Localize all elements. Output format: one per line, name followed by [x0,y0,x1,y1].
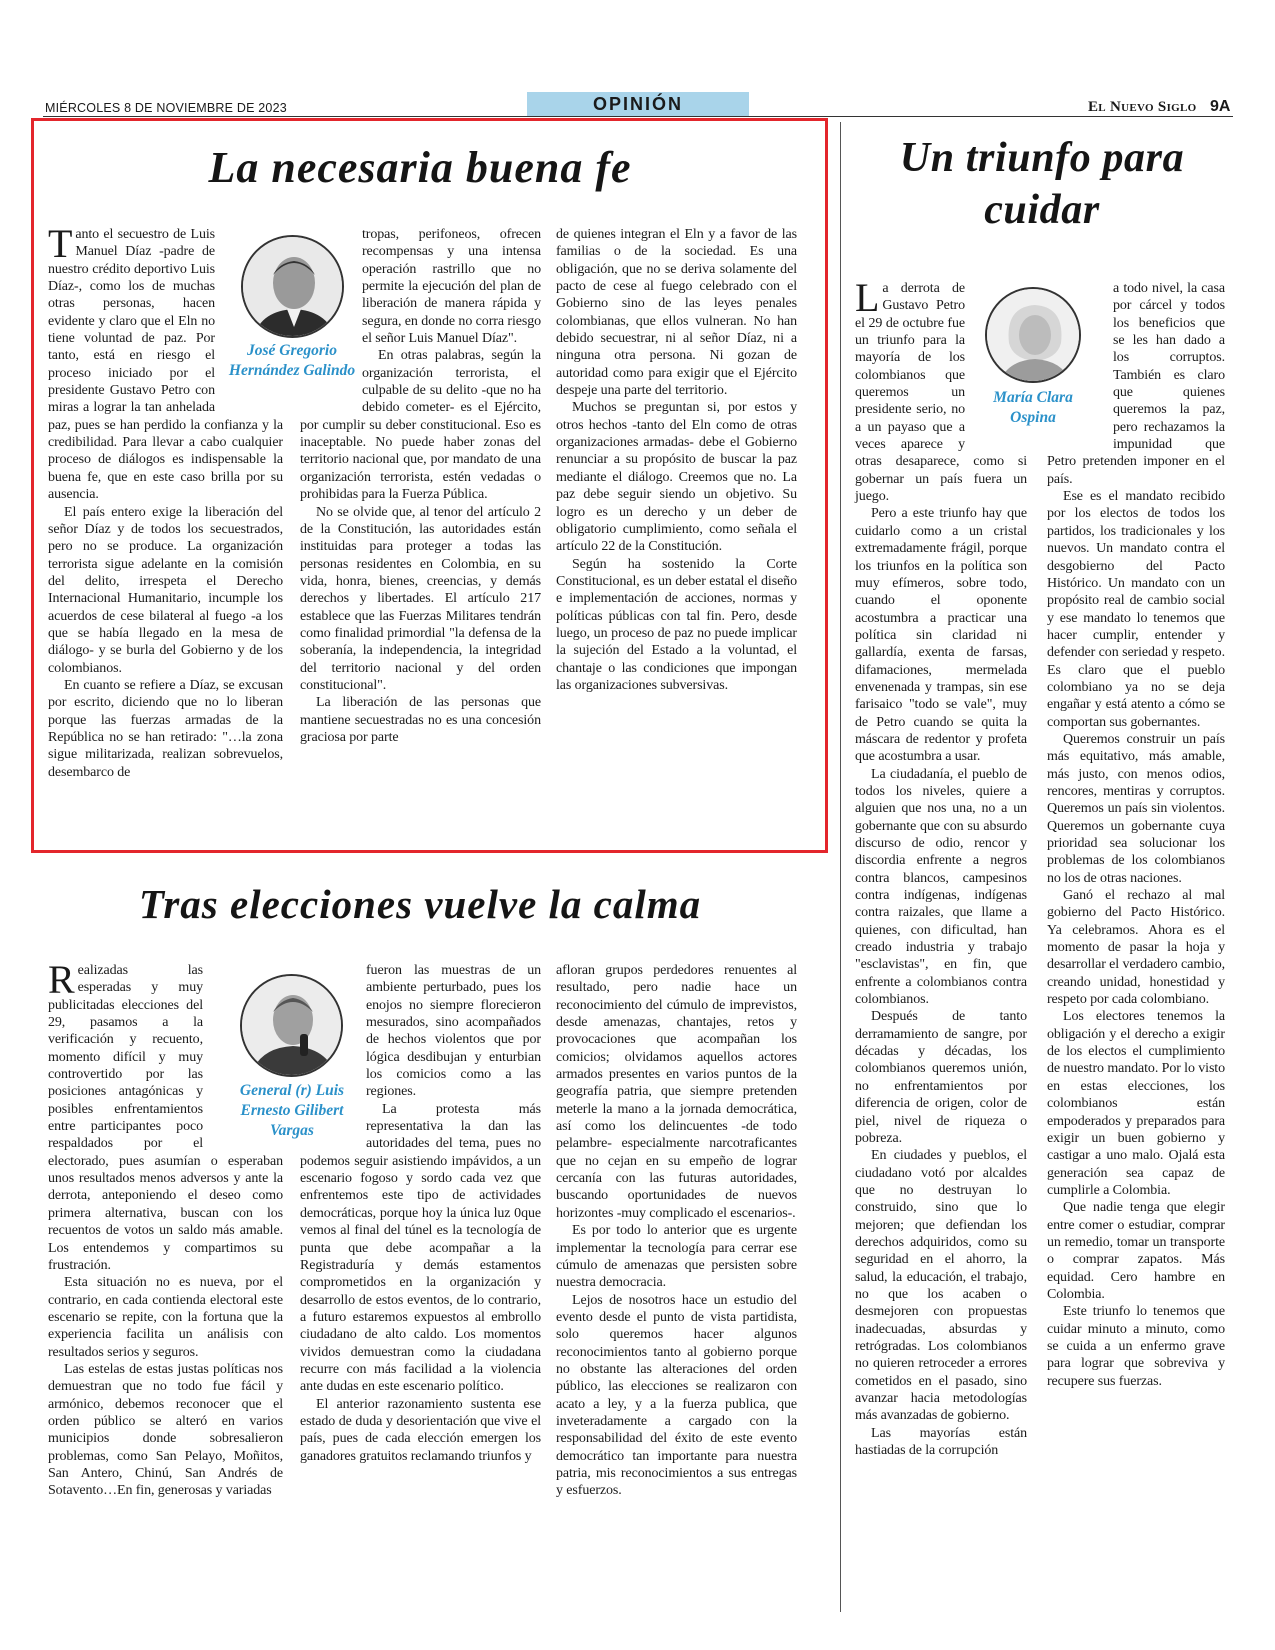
article2-column-3 [556,962,797,1500]
paragraph: Según ha sostenido la Corte Constitucional, es un deber estatal el diseño e implementación de acciones, normas y políticas públicas con tal fin. Pero, desde luego, un proceso de paz no puede implicar la sujeción del Estado a la voluntad, el chantaje o las condiciones que impongan las organizaciones subversivas. [556,556,797,693]
paragraph: El anterior razonamiento sustenta ese estado de duda y desorientación que vive el país, pues de cada elección emergen los ganadores gratuitos reclamando triunfos y [300,1396,541,1464]
paragraph: Este triunfo lo tenemos que cuidar minuto a minuto, como se cuida a un enfermo grave para lograr que sobreviva y recupere sus fuerzas. [1047,1304,1225,1389]
paragraph: afloran grupos perdedores renuentes al resultado, pero nadie hace un reconocimiento del cúmulo de imprevistos, desde amenazas, chantajes, retos y provocaciones que acompañan los comicios; olvidamos aquellos actores armados presentes en varios puntos de la geografía patria, que siempre pretenden meterle la mano a la jornada democrática, así como los delincuentes -de todo pelambre- especialmente narcotraficantes que no cejan en su empeño de lograr cercanía con las futuras autoridades, buscando oportunidades de nuevos horizontes -muy complicado el escenarios-. [556,963,797,1221]
paragraph: Muchos se preguntan si, por estos y otros hechos -tanto del Eln como de otras organizaciones armadas- debe el Gobierno renunciar a su propósito de buscar la paz mediante el diálogo. Creemos que no. La paz debe seguir siendo un objetivo. Su logro es un derecho y un deber de obligatorio cumplimiento, como señala el artículo 22 de la Constitución. [556,400,797,555]
paragraph: Realizadas las esperadas y muy publicitadas elecciones del 29, pasamos a la verificación y recuento, momento difícil y muy controvertido por las posiciones antagónicas y posibles enfrentamientos entre participantes poco respaldados por el electorado, pues asumían o esperaban unos resultados menos adversos y ante la derrota, anteponiendo el deseo como primera alternativa, buscan con los recuentos de votos un saldo más amable. Los entendemos y compartimos su frustración. [48,957,283,1273]
paragraph: La derrota de Gustavo Petro el 29 de octubre fue un triunfo para la mayoría de los colombianos que queremos un presidente serio, no a un payaso que a veces aparece y otras desaparece, como si gobernar un país fuera un juego. [855,275,1027,505]
header-rule [43,116,1233,117]
drop-cap: R [48,957,75,1002]
paragraph: Los electores tenemos la obligación y el derecho a exigir de los electos el cumplimiento de nuestro mandato. Por lo visto en estas elecciones, los colombianos están empoderados y preparados para exigir un buen gobierno y castigar a uno malo. Ojalá esta generación sea capaz de cumplirle a Colombia. [1047,1009,1226,1198]
article1-column-2 [300,226,541,746]
paragraph: La liberación de las personas que mantiene secuestradas no es una concesión graciosa por parte [300,695,541,745]
article3-column-2 [1047,280,1225,1390]
paragraph: Tanto el secuestro de Luis Manuel Díaz -padre de nuestro crédito deportivo Luis Díaz-, como los de muchas otras personas, hacen evidente y claro que el Eln no tiene voluntad de paz. Por tanto, está en riesgo el proceso iniciado por el presidente Gustavo Petro con miras a lograr la tan anhelada paz, pues se han perdido la confianza y la credibilidad. Para llevar a cabo cualquier proceso de diálogos es indispensable la buena fe, que en este caso brilla por su ausencia. [48,221,283,503]
article2-column-1 [48,957,283,1500]
column-divider [840,122,841,1612]
article1-column-3 [556,226,797,694]
paragraph: de quienes integran el Eln y a favor de las familias o de la sociedad. Es una obligación, que no se deriva solamente del pacto de cese al fuego celebrado con el Gobierno sino de las leyes penales colombianas, que ellos vulneran. No han debido secuestrar, ni al señor Díaz, ni a ninguna otra persona. Ni gozan de autoridad como para exigir que el Ejército despeje una parte del territorio. [556,227,797,399]
paragraph: Las mayorías están hastiadas de la corrupción [855,1425,1027,1459]
article-title-elecciones: Tras elecciones vuelve la calma [138,881,702,927]
paragraph: a todo nivel, la casa por cárcel y todos los beneficios que se les han dado a los corruptos. También es claro que quienes queremos la paz, pero rechazamos la impunidad que Petro pretenden imponer en el país. [1047,281,1225,487]
article3-column-1 [855,275,1027,1459]
drop-cap: L [855,275,880,320]
paragraph: Ese es el mandato recibido por los electos de todos los partidos, los tradicionales y los nuevos. Un mandato contra el desgobierno del Pacto Histórico. Un mandato con un propósito real de cambio social y ese mandato lo tenemos que hacer cumplir, entender y defender con seriedad y respeto. Es claro que el pueblo colombiano ya no se deja engañar y está atento a cómo se comportan sus gobernantes. [1047,489,1225,730]
issue-date: MIÉRCOLES 8 DE NOVIEMBRE DE 2023 [45,101,287,115]
article-title-buena-fe: La necesaria buena fe [208,143,632,192]
paragraph: En otras palabras, según la organización terrorista, el culpable de su delito -que no ha debido cometer- es el Ejército, por cumplir su deber constitucional. Eso es inaceptable. No puede haber zonas del territorio nacional que, por mandato de una organización terrorista, estén vedadas o prohibidas para la Fuerza Pública. [300,348,541,503]
paragraph: En ciudades y pueblos, el ciudadano votó por alcaldes que no destruyan lo construido, sino que lo mejoren; que defiendan los derechos adquiridos, como su seguridad en el ahorro, la salud, la educación, el trabajo, no que los acaben o desmejoren con propuestas inadecuadas, absurdas y retrógradas. Los colombianos no quieren retroceder a errores cometidos en el pasado, sino avanzar hacia metodologías más avanzadas de gobierno. [855,1148,1027,1424]
paragraph: Esta situación no es nueva, por el contrario, en cada contienda electoral este escenario se repite, con la fortuna que la experiencia facilita un análisis con resultados serios y seguros. [48,1275,283,1360]
drop-cap: T [48,221,73,266]
paragraph: Es por todo lo anterior que es urgente implementar la tecnología para cerrar ese cúmulo de amenazas que persisten sobre nuestra democracia. [556,1223,797,1291]
paragraph: Ganó el rechazo al mal gobierno del Pacto Histórico. Ya celebramos. Ahora es el momento de pasar la hoja y desarrollar el verdadero cambio, creando unidad, honestidad y respeto por cada colombiano. [1047,888,1225,1008]
paragraph: Queremos construir un país más equitativo, más amable, más justo, con menos odios, rencores, mentiras y corruptos. Queremos un país sin violentos. Queremos un gobernante cuya prioridad sea solucionar los problemas de los colombianos no los de otras naciones. [1047,731,1225,886]
paragraph: fueron las muestras de un ambiente perturbado, pues los enojos no siempre florecieron mesurados, sino acompañados de hechos violentos que por lógica desdibujan y enturbian los comicios como a las regiones. [366,963,541,1100]
article1-column-1 [48,221,283,781]
article-title-triunfo: Un triunfo para cuidar [899,135,1185,233]
byline-gilibert: General (r) Luis Ernesto Gilibert Vargas [239,1082,345,1139]
section-label: OPINIÓN [527,92,749,116]
page-number: 9A [1210,98,1231,115]
paragraph: En cuanto se refiere a Díaz, se excusan por escrito, diciendo que no lo liberan porque las fuerzas armadas de la República no se han retirado: "…la zona sigue militarizada, realizan sobrevuelos, desembarco de [48,677,283,780]
paragraph: tropas, perifoneos, ofrecen recompensas y una intensa operación rastrillo que no permite la ejecución del plan de liberación de manera rápida y segura, en donde no corra riesgo el señor Luis Manuel Díaz". [362,227,541,347]
paragraph: La protesta más representativa la dan las autoridades del tema, pues no podemos seguir asistiendo impávidos, a un escenario fogoso y sordo cada vez que enfrentemos este tipo de actividades democráticas, porque hoy la única luz 0que vemos al final del túnel es la tecnología de punta que debe acompañar a la Registraduría y demás estamentos comprometidos en la organización y desarrollo de estos eventos, de lo contrario, a futuro estaremos expuestos al embrollo ciudadano de alto caldo. Los momentos vividos demuestran como la ciudadana recurre con más facilidad a la violencia ante dudas en este escenario político. [300,1101,541,1395]
byline-hernandez: José Gregorio Hernández Galindo [228,342,356,379]
newspaper-name: El Nuevo Siglo [1088,99,1197,115]
paragraph: El país entero exige la liberación del señor Díaz y de todos los secuestrados, pero no se produce. La organización terrorista sigue adelante en la comisión del delito, irrespeta el Derecho Internacional Humanitario, incumple los acuerdos de cese bilateral al fuego -a los que se había llegado en la mesa de diálogo- y se burla del Gobierno y de los colombianos. [48,504,283,676]
paragraph: Después de tanto derramamiento de sangre, por décadas y décadas, los colombianos queremos unión, no enfrentamientos por diferencia de origen, color de piel, nivel de riqueza o pobreza. [855,1009,1027,1146]
paragraph: Lejos de nosotros hace un estudio del evento desde el punto de vista partidista, solo queremos hacer algunos reconocimientos tanto al gobierno porque no obstante las alteraciones del orden público, las elecciones se realizaron con acato a ley, y a la fuerza publica, que inveteradamente a cargado con la responsabilidad del éxito de este evento democrático tan importante para nuestra patria, mis reconocimientos a sus entregas y esfuerzos. [556,1292,797,1499]
paragraph: No se olvide que, al tenor del artículo 2 de la Constitución, las autoridades están instituidas para proteger a todas las personas residentes en Colombia, en su vida, honra, bienes, creencias, y demás derechos y libertades. El artículo 217 establece que las Fuerzas Militares tendrán como finalidad primordial "la defensa de la soberanía, la independencia, la integridad del territorio nacional y del orden constitucional". [300,504,541,693]
byline-ospina: María Clara Ospina [993,389,1073,426]
article2-column-2 [300,962,541,1465]
paragraph: Pero a este triunfo hay que cuidarlo como a un cristal extremadamente frágil, porque los triunfos en la política son muy efímeros, sobre todo, cuando el oponente acostumbra a practicar una política sin claridad ni gallardía, exenta de farsas, difamaciones, mermelada envenenada y trampas, sin ese farisaico "todo se vale", muy de Petro cuando se quita la máscara de redentor y profeta que acostumbra a usar. [855,506,1027,765]
paragraph: Las estelas de estas justas políticas nos demuestran que no todo fue fácil y armónico, debemos reconocer que el orden público se alteró en varios municipios donde sobresalieron problemas, como San Pelayo, Moñitos, San Antero, Chinú, San Andrés de Sotavento…En fin, generosas y variadas [48,1361,283,1499]
paragraph: La ciudadanía, el pueblo de todos los niveles, quiere a alguien que nos una, no a un gobernante que con su absurdo discurso de odio, rencor y discordia enfrente a negros contra blancos, campesinos contra indígenas, indígenas contra raizales, que llame a quienes, con dificultad, han creado industria y trabajo "esclavistas", en fin, que enfrente a colombianos contra colombianos. [855,766,1027,1008]
paragraph: Que nadie tenga que elegir entre comer o estudiar, comprar un remedio, tomar un transporte o comprar zapatos. Más equidad. Cero hambre en Colombia. [1047,1200,1225,1302]
